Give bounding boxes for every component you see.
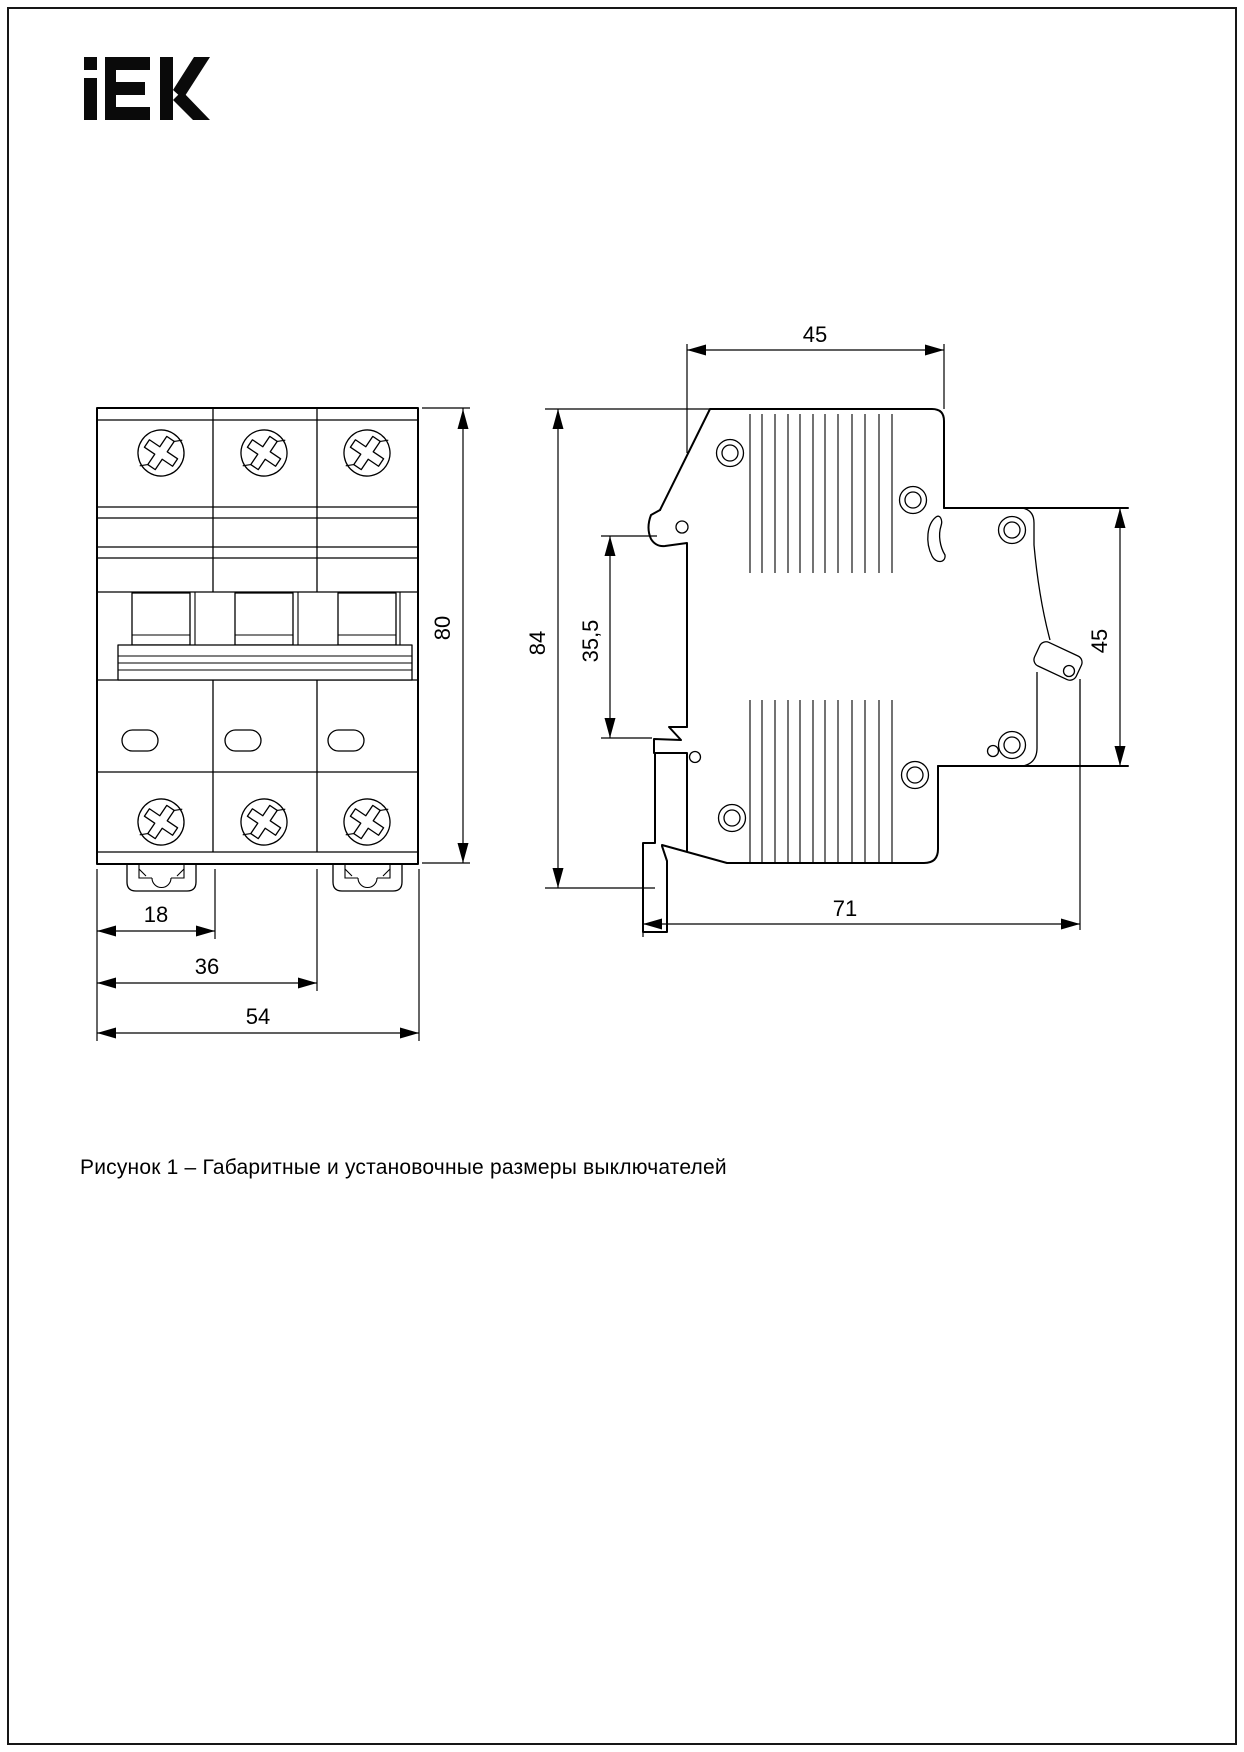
dimension-height-80 (422, 408, 470, 863)
front-view-drawing (60, 340, 480, 1060)
rivet-icon (999, 517, 1026, 544)
side-view-drawing (520, 270, 1160, 950)
din-clip-foot (127, 865, 196, 891)
dim-label-54: 54 (245, 1004, 271, 1029)
dim-label-35-5: 35,5 (578, 619, 603, 663)
iek-logo-letters (84, 57, 210, 120)
dimension-right-45 (1087, 508, 1126, 766)
rivet-icon (719, 805, 746, 832)
dim-label-45-right: 45 (1087, 628, 1112, 654)
din-clip-foot (333, 865, 402, 891)
assembly-rivets (676, 440, 1026, 832)
ventilation-ribs (750, 414, 892, 862)
screw-icon (129, 421, 193, 485)
dim-label-71: 71 (832, 896, 858, 921)
dimension-height-84 (525, 409, 710, 888)
screw-icon (335, 421, 399, 485)
terminal-clamp (1022, 508, 1084, 766)
pin-hole (988, 746, 999, 757)
dimension-depth-71 (643, 766, 1080, 937)
bottom-terminal-screws (129, 790, 399, 854)
screw-icon (129, 790, 193, 854)
pin-hole (676, 521, 688, 533)
screw-icon (335, 790, 399, 854)
dim-label-36: 36 (194, 954, 220, 979)
dim-label-80: 80 (430, 615, 455, 641)
rivet-icon (999, 732, 1026, 759)
screw-icon (232, 421, 296, 485)
dim-label-84: 84 (525, 630, 550, 656)
logo-letter-k-stem (160, 57, 173, 120)
logo-letter-i-dot (84, 57, 97, 70)
dimension-offset-35-5 (578, 536, 657, 738)
top-terminal-screws (129, 421, 399, 485)
dimension-widths (97, 869, 419, 1041)
clamp-plate (1032, 639, 1085, 682)
toggle-handles (118, 592, 412, 680)
screw-icon (232, 790, 296, 854)
dim-label-18: 18 (143, 902, 169, 927)
dim-label-45-top: 45 (802, 322, 828, 347)
clamp-hole (1064, 666, 1075, 677)
figure-caption: Рисунок 1 – Габаритные и установочные размеры выключателей (80, 1156, 727, 1179)
rivet-icon (902, 762, 929, 789)
rivet-icon (717, 440, 744, 467)
logo-letter-k-lower (173, 91, 210, 120)
logo-letter-k-upper (173, 57, 210, 99)
indicator-windows (122, 730, 364, 751)
iek-logo (84, 57, 210, 121)
pin-hole (690, 752, 701, 763)
rivet-icon (900, 487, 927, 514)
curved-slot (928, 516, 945, 561)
dimension-top-45 (687, 322, 944, 453)
logo-letter-i-stem (84, 78, 97, 120)
